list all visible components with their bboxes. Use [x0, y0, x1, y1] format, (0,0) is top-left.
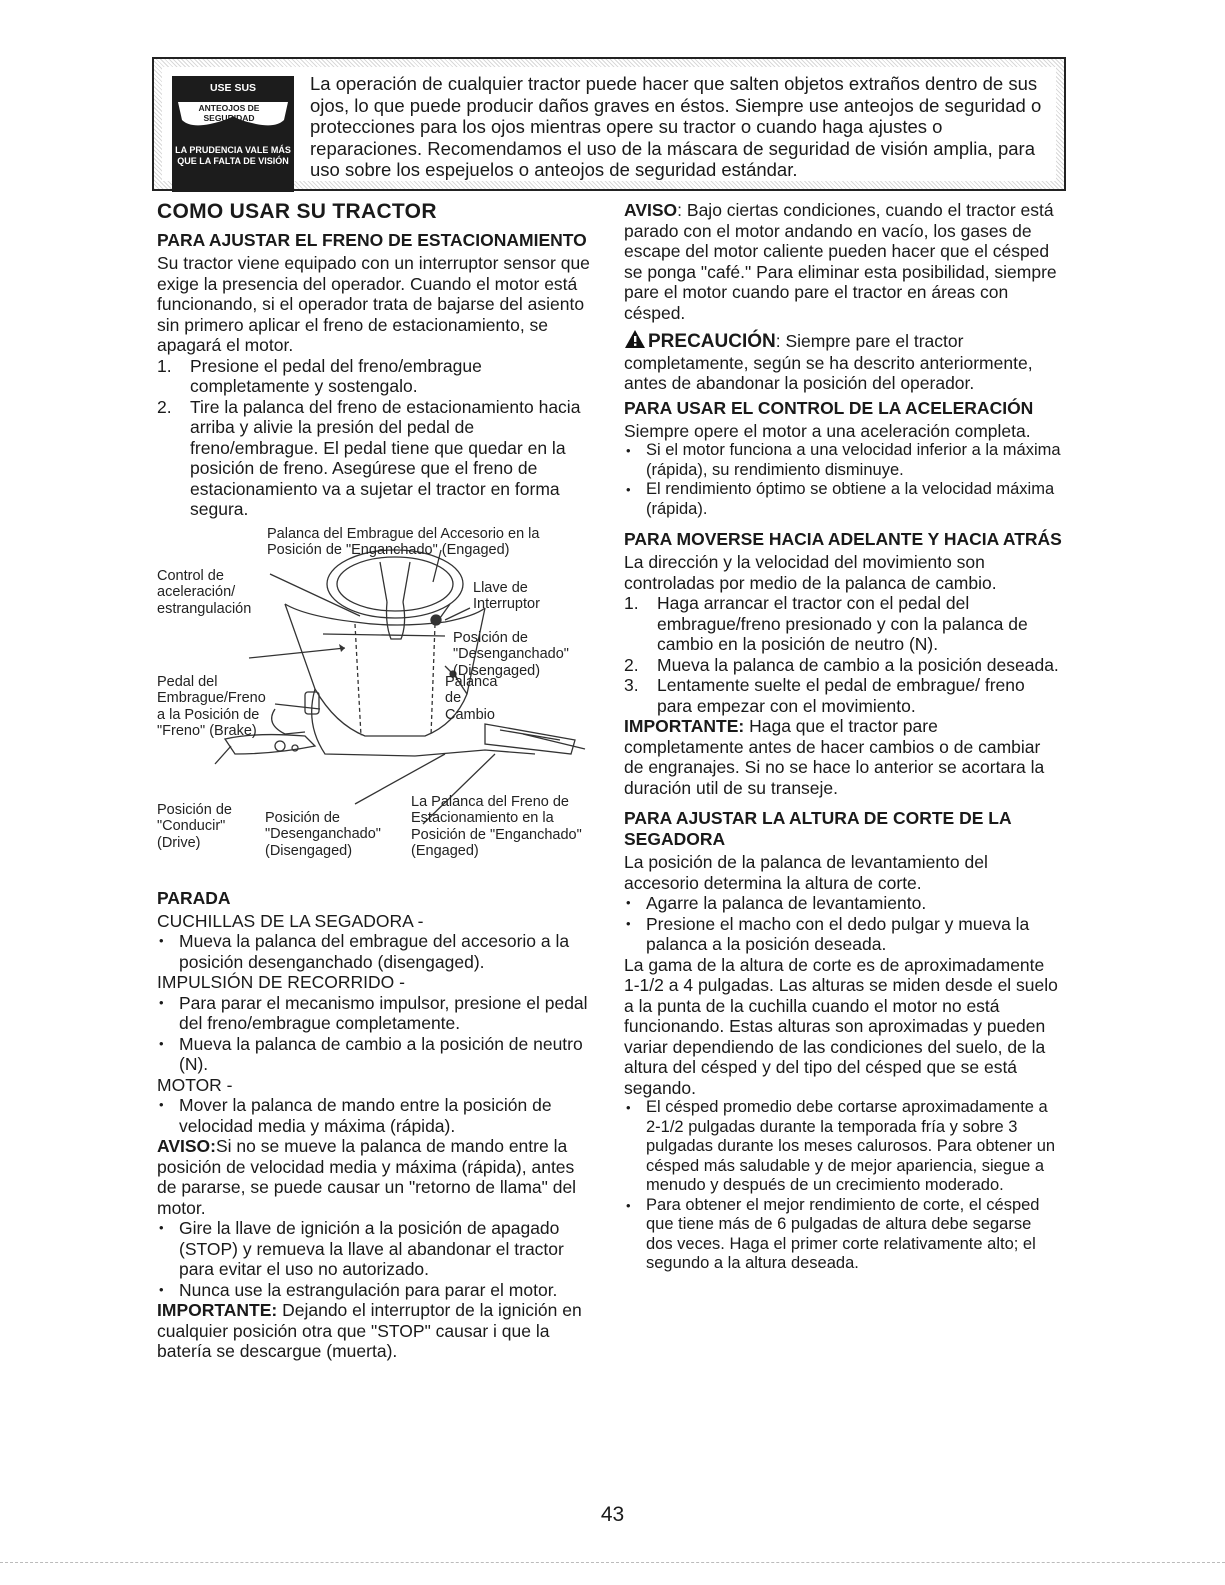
stop-aviso: AVISO:Si no se mueve la palanca de mando entre la posición de velocidad media y máxima (rápida), antes de pararse, se puede causar un "retorno de llama" del motor. — [157, 1136, 577, 1218]
left-column — [157, 200, 595, 1362]
list-item: • Gire la llave de ignición a la posición de apagado (STOP) y remueva la llave al abandonar el tractor para evitar el uso no autorizado. — [157, 1218, 595, 1280]
list-item: • Nunca use la estrangulación para parar el motor. — [157, 1280, 595, 1301]
brake-step: 2. Tire la palanca del freno de estacionamiento hacia arriba y alivie la presión del pedal de freno/embrague. El pedal tiene que quedar en la posición de freno. Asegúrese que el freno de estacionamiento va a sujetar el tractor en forma segura. — [157, 396, 581, 519]
move-heading: PARA MOVERSE HACIA ADELANTE Y HACIA ATRÁS — [624, 529, 1062, 549]
move-steps — [624, 593, 1062, 716]
stop-heading: PARADA — [157, 887, 231, 908]
list-item: • El rendimiento óptimo se obtiene a la velocidad máxima (rápida). — [624, 480, 1062, 519]
drive-list — [157, 993, 595, 1075]
page-number: 43 — [600, 1503, 625, 1526]
move-importante: IMPORTANTE: Haga que el tractor pare completamente antes de hacer cambios o de cambiar de engranajes. Si no se hace lo anterior se acortara la duración util de su transeje. — [624, 716, 1045, 798]
engine-list — [157, 1095, 595, 1136]
final-list — [157, 1218, 595, 1300]
precaucion-note: PRECAUCIÓN: Siempre pare el tractor completamente, según se ha descrito anteriormente, antes de abandonar la posición del operador. — [624, 331, 1033, 393]
drive-label: IMPULSIÓN DE RECORRIDO - — [157, 972, 405, 992]
list-item: • Mueva la palanca del embrague del accesorio a la posición desenganchado (disengaged). — [157, 931, 595, 972]
list-item: • Para parar el mecanismo impulsor, presione el pedal del freno/embrague completamente. — [157, 993, 595, 1034]
list-item: • Agarre la palanca de levantamiento. — [624, 893, 1062, 914]
brake-step: 1. Presione el pedal del freno/embrague completamente y sostengalo. — [157, 355, 482, 396]
height-range-text: La gama de la altura de corte es de aproximadamente 1-1/2 a 4 pulgadas. Las alturas se miden desde el suelo a la punta de la cuchilla cuando el motor no está funcionando. Estas alturas son aproximadas y pueden variar dependiendo de las condiciones del suelo, de la altura del césped y del tipo del césped que se está segando. — [624, 954, 1058, 1098]
throttle-list — [624, 441, 1062, 519]
page-bottom-edge — [0, 1562, 1225, 1563]
list-item: • Mueva la palanca de cambio a la posición de neutro (N). — [157, 1034, 595, 1075]
stop-importante: IMPORTANTE: Dejando el interruptor de la ignición en cualquier posición otra que "STOP" causar i que la batería se descargue (muerta). — [157, 1300, 582, 1361]
parking-brake-label: La Palanca del Freno de Estacionamiento en la Posición de "Enganchado" (Engaged) — [411, 793, 582, 859]
idle-aviso: AVISO: Bajo ciertas condiciones, cuando el tractor está parado con el motor andando en vacío, los gases de escape del motor caliente pueden hacer que el césped se ponga "café." Para eliminar esta posibilidad, siempre pare el motor cuando pare el tractor en áreas con césped. — [624, 200, 1057, 323]
page-title: COMO USAR SU TRACTOR — [157, 200, 437, 223]
right-column — [624, 200, 1062, 1274]
key-switch-label: Llave de Interruptor — [473, 579, 540, 612]
tractor-controls-diagram — [155, 524, 595, 884]
move-intro: La dirección y la velocidad del movimiento son controladas por medio de la palanca de cambio. — [624, 552, 997, 593]
list-item: • Presione el macho con el dedo pulgar y mueva la palanca a la posición deseada. — [624, 914, 1062, 955]
pto-lever-label: Palanca del Embrague del Accesorio en la Posición de "Enganchado" (Engaged) — [267, 525, 540, 558]
list-item: • Para obtener el mejor rendimiento de corte, el césped que tiene más de 6 pulgadas de altura debe segarse dos veces. Haga el primer corte relativamente alto; el segundo a la altura deseada. — [624, 1196, 1062, 1274]
height-tips — [624, 1098, 1062, 1274]
height-heading: PARA AJUSTAR LA ALTURA DE CORTE DE LA SEGADORA — [624, 808, 1011, 849]
brake-intro: Su tractor viene equipado con un interruptor sensor que exige la presencia del operador. Cuando el motor está funcionando, si el operador trata de bajarse del asiento sin primero aplicar el freno de estacionamiento, se apagará el motor. — [157, 253, 590, 355]
disengaged-position-label-2: Posición de "Desenganchado" (Disengaged) — [265, 809, 381, 859]
shift-lever-label: Palanca de Cambio — [445, 673, 498, 723]
move-step: 1. Haga arrancar el tractor con el pedal del embrague/freno presionado y con la palanca de cambio en la posición de neutro (N). — [624, 593, 1028, 654]
badge-top-text: USE SUS — [209, 82, 257, 94]
move-step: 2. Mueva la palanca de cambio a la posición deseada. — [624, 654, 1059, 675]
list-item: • El césped promedio debe cortarse aproximadamente a 2-1/2 pulgadas durante la temporada fría y sobre 3 pulgadas durante los meses calurosos. Para obtener un césped más saludable y de mejor apariencia, siegue a menudo y después de un crecimiento moderado. — [624, 1098, 1062, 1196]
disengaged-position-label: Posición de "Desenganchado" (Disengaged) — [453, 629, 569, 679]
blades-label: CUCHILLAS DE LA SEGADORA - — [157, 910, 424, 931]
clutch-pedal-label: Pedal del Embrague/Freno a la Posición de "Freno" (Brake) — [157, 673, 266, 739]
throttle-heading: PARA USAR EL CONTROL DE LA ACELERACIÓN — [624, 397, 1034, 418]
blades-list — [157, 931, 595, 972]
list-item: • Mover la palanca de mando entre la posición de velocidad media y máxima (rápida). — [157, 1095, 595, 1136]
badge-mid-text: ANTEOJOS DE SEGURIDAD — [198, 103, 260, 123]
engine-label: MOTOR - — [157, 1074, 233, 1095]
brake-steps — [157, 356, 595, 520]
safety-goggles-badge — [172, 76, 294, 192]
brake-heading: PARA AJUSTAR EL FRENO DE ESTACIONAMIENTO — [157, 230, 587, 250]
safety-banner — [152, 57, 1066, 191]
banner-warning-text: La operación de cualquier tractor puede hacer que salten objetos extraños dentro de sus ojos, lo que puede producir daños graves en éstos. Siempre use anteojos de seguridad o protecciones para los ojos mientras opere su tractor o cuando haga ajustes o reparaciones. Recomendamos el uso de la máscara de seguridad de visión amplia, para uso sobre los espejuelos o anteojos de seguridad estándar. — [310, 73, 1042, 180]
warning-triangle-icon — [624, 329, 646, 349]
throttle-intro: Siempre opere el motor a una aceleración completa. — [624, 420, 1031, 441]
move-step: 3. Lentamente suelte el pedal de embrague/ freno para empezar con el movimiento. — [624, 675, 1025, 716]
height-intro: La posición de la palanca de levantamiento del accesorio determina la altura de corte. — [624, 852, 988, 893]
badge-bottom-text: LA PRUDENCIA VALE MÁS QUE LA FALTA DE VISIÓN — [175, 145, 291, 166]
drive-position-label: Posición de "Conducir" (Drive) — [157, 801, 232, 851]
height-list — [624, 893, 1062, 955]
throttle-label: Control de aceleración/ estrangulación — [157, 567, 252, 617]
list-item: • Si el motor funciona a una velocidad inferior a la máxima (rápida), su rendimiento disminuye. — [624, 441, 1062, 480]
